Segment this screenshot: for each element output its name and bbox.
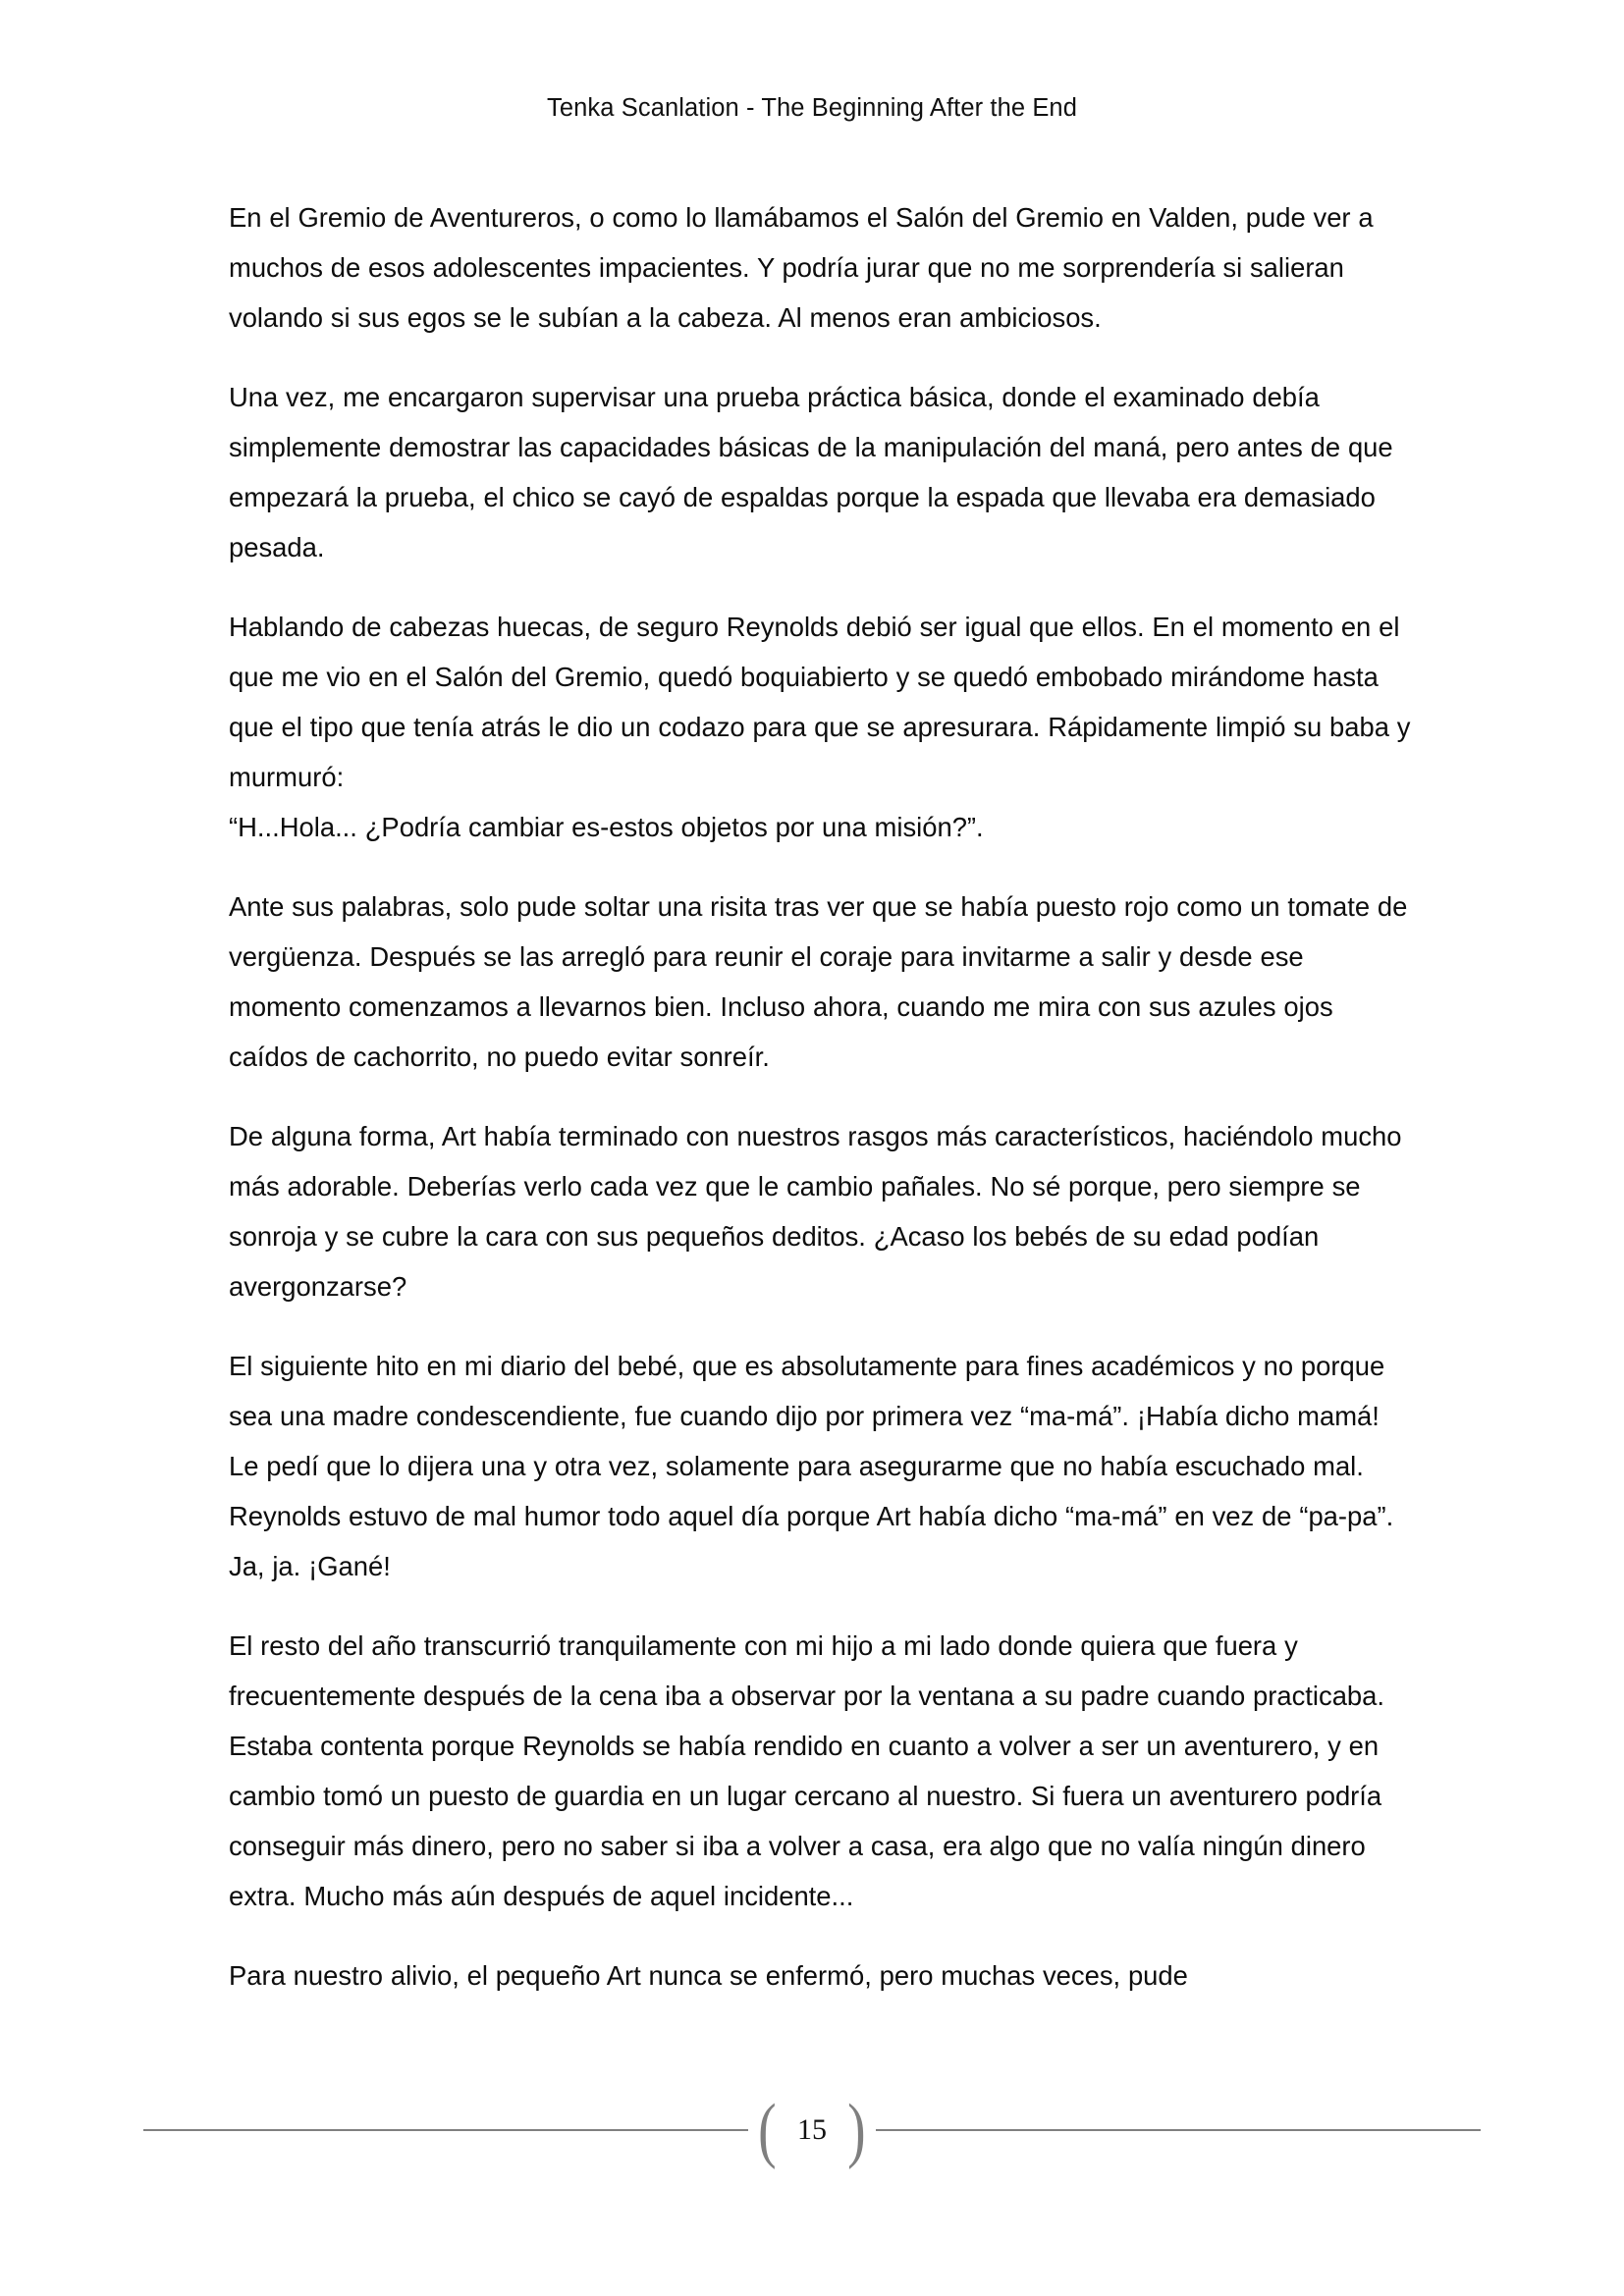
paragraph-3: Hablando de cabezas huecas, de seguro Reynolds debió ser igual que ellos. En el momento en el que me vio en el Salón del Gremio, quedó boquiabierto y se quedó embobado mirándome hasta que el tipo que tenía atrás le dio un codazo para que se apresurara. Rápidamente limpió su baba y murmuró: [229, 612, 1411, 792]
footer-rule-left [143, 2129, 748, 2131]
page-footer [0, 2086, 1624, 2174]
paragraph-1: En el Gremio de Aventureros, o como lo llamábamos el Salón del Gremio en Valden, pude ver a muchos de esos adolescentes impacientes. Y podría jurar que no me sorprendería si salieran volando si sus egos se le subían a la cabeza. Al menos eran ambiciosos. [229, 202, 1374, 333]
page-number: 15 [797, 2113, 827, 2146]
paragraph-3-quote: “H...Hola... ¿Podría cambiar es-estos objetos por una misión?”. [229, 812, 984, 842]
footer-inner [143, 2086, 1481, 2174]
paragraph-7: El resto del año transcurrió tranquilamente con mi hijo a mi lado donde quiera que fuera y frecuentemente después de la cena iba a observar por la ventana a su padre cuando practicaba. Estaba contenta porque Reynolds se había rendido en cuanto a volver a ser un aventurero, y en cambio tomó un puesto de guardia en un lugar cercano al nuestro. Si fuera un aventurero podría conseguir más dinero, pero no saber si iba a volver a casa, era algo que no valía ningún dinero extra. Mucho más aún después de aquel incidente... [229, 1630, 1385, 1911]
paragraph-4: Ante sus palabras, solo pude soltar una risita tras ver que se había puesto rojo como un tomate de vergüenza. Después se las arregló para reunir el coraje para invitarme a salir y desde ese momento comenzamos a llevarnos bien. Incluso ahora, cuando me mira con sus azules ojos caídos de cachorrito, no puedo evitar sonreír. [229, 891, 1408, 1072]
brace-left-icon: ( [758, 2090, 777, 2170]
page-number-decoration [748, 2086, 876, 2174]
brace-right-icon: ) [847, 2090, 866, 2170]
paragraph-2: Una vez, me encargaron supervisar una prueba práctica básica, donde el examinado debía simplemente demostrar las capacidades básicas de la manipulación del maná, pero antes de que empezará la prueba, el chico se cayó de espaldas porque la espada que llevaba era demasiado pesada. [229, 382, 1393, 562]
paragraph-6: El siguiente hito en mi diario del bebé, que es absolutamente para fines académicos y no porque sea una madre condescendiente, fue cuando dijo por primera vez “ma-má”. ¡Había dicho mamá! Le pedí que lo dijera una y otra vez, solamente para asegurarme que no había escuchado mal. Reynolds estuvo de mal humor todo aquel día porque Art había dicho “ma-má” en vez de “pa-pa”. Ja, ja. ¡Gané! [229, 1351, 1394, 1581]
paragraph-8: Para nuestro alivio, el pequeño Art nunca se enfermó, pero muchas veces, pude [229, 1960, 1188, 1991]
paragraph-5: De alguna forma, Art había terminado con nuestros rasgos más característicos, haciéndolo mucho más adorable. Deberías verlo cada vez que le cambio pañales. No sé porque, pero siempre se sonroja y se cubre la cara con sus pequeños deditos. ¿Acaso los bebés de su edad podían avergonzarse? [229, 1121, 1402, 1302]
page-header: Tenka Scanlation - The Beginning After the End [547, 94, 1077, 122]
footer-rule-right [876, 2129, 1481, 2131]
body-text-column [229, 192, 1412, 2030]
